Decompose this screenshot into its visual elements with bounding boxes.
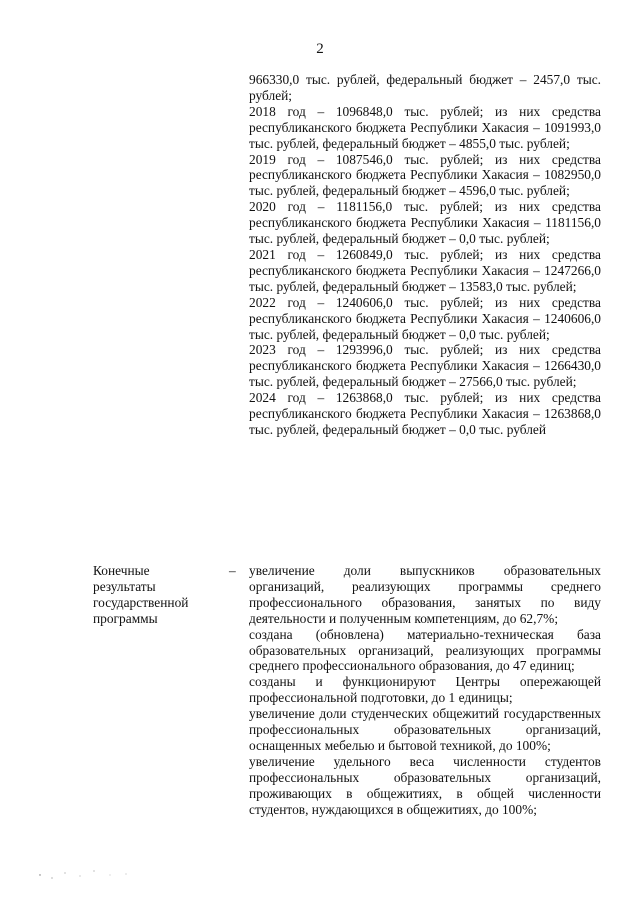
- financing-line-2024: 2024 год – 1263868,0 тыс. рублей; из них средства республиканского бюджета Республики Хакасия – 1263868,0 тыс. рублей, федеральный бюджет – 0,0 тыс. рублей: [249, 390, 601, 437]
- financing-volumes: [249, 72, 601, 438]
- result-item: увеличение удельного веса численности студентов профессиональных образовательных организаций, проживающих в общежитиях, в общей численности студентов, нуждающихся в общежитиях, до 100%;: [249, 753, 601, 817]
- result-item: увеличение доли студенческих общежитий государственных профессиональных образовательных организаций, оснащенных мебелью и бытовой техникой, до 100%;: [249, 706, 601, 753]
- result-item: созданы и функционируют Центры опережающей профессиональной подготовки, до 1 единицы;: [249, 674, 601, 706]
- financing-line: 966330,0 тыс. рублей, федеральный бюджет – 2457,0 тыс. рублей;: [249, 72, 601, 103]
- result-item: создана (обновлена) материально-техническая база образовательных организаций, реализующих программы среднего профессионального образования, до 47 единиц;: [249, 626, 601, 674]
- financing-line-2018: 2018 год – 1096848,0 тыс. рублей; из них средства республиканского бюджета Республики Хакасия – 1091993,0 тыс. рублей, федеральный бюджет – 4855,0 тыс. рублей;: [249, 103, 601, 151]
- final-results-label: Конечные результаты государственной программы: [93, 563, 189, 626]
- label-dash: –: [229, 563, 236, 578]
- financing-line-2020: 2020 год – 1181156,0 тыс. рублей; из них средства республиканского бюджета Республики Хакасия – 1181156,0 тыс. рублей, федеральный бюджет – 0,0 тыс. рублей;: [249, 199, 601, 247]
- page-number: 2: [316, 41, 324, 57]
- final-results-list: [249, 563, 601, 818]
- financing-line-2022: 2022 год – 1240606,0 тыс. рублей; из них средства республиканского бюджета Республики Хакасия – 1240606,0 тыс. рублей, федеральный бюджет – 0,0 тыс. рублей;: [249, 294, 601, 342]
- financing-line-2021: 2021 год – 1260849,0 тыс. рублей; из них средства республиканского бюджета Республики Хакасия – 1247266,0 тыс. рублей, федеральный бюджет – 13583,0 тыс. рублей;: [249, 246, 601, 294]
- result-item: увеличение доли выпускников образовательных организаций, реализующих программы среднего профессионального образования, занятых по виду деятельности и полученным компетенциям, до 62,7%;: [249, 563, 601, 626]
- scan-specks-decoration: [30, 845, 150, 885]
- financing-line-2023: 2023 год – 1293996,0 тыс. рублей; из них средства республиканского бюджета Республики Хакасия – 1266430,0 тыс. рублей, федеральный бюджет – 27566,0 тыс. рублей;: [249, 342, 601, 390]
- financing-line-2019: 2019 год – 1087546,0 тыс. рублей; из них средства республиканского бюджета Республики Хакасия – 1082950,0 тыс. рублей, федеральный бюджет – 4596,0 тыс. рублей;: [249, 151, 601, 199]
